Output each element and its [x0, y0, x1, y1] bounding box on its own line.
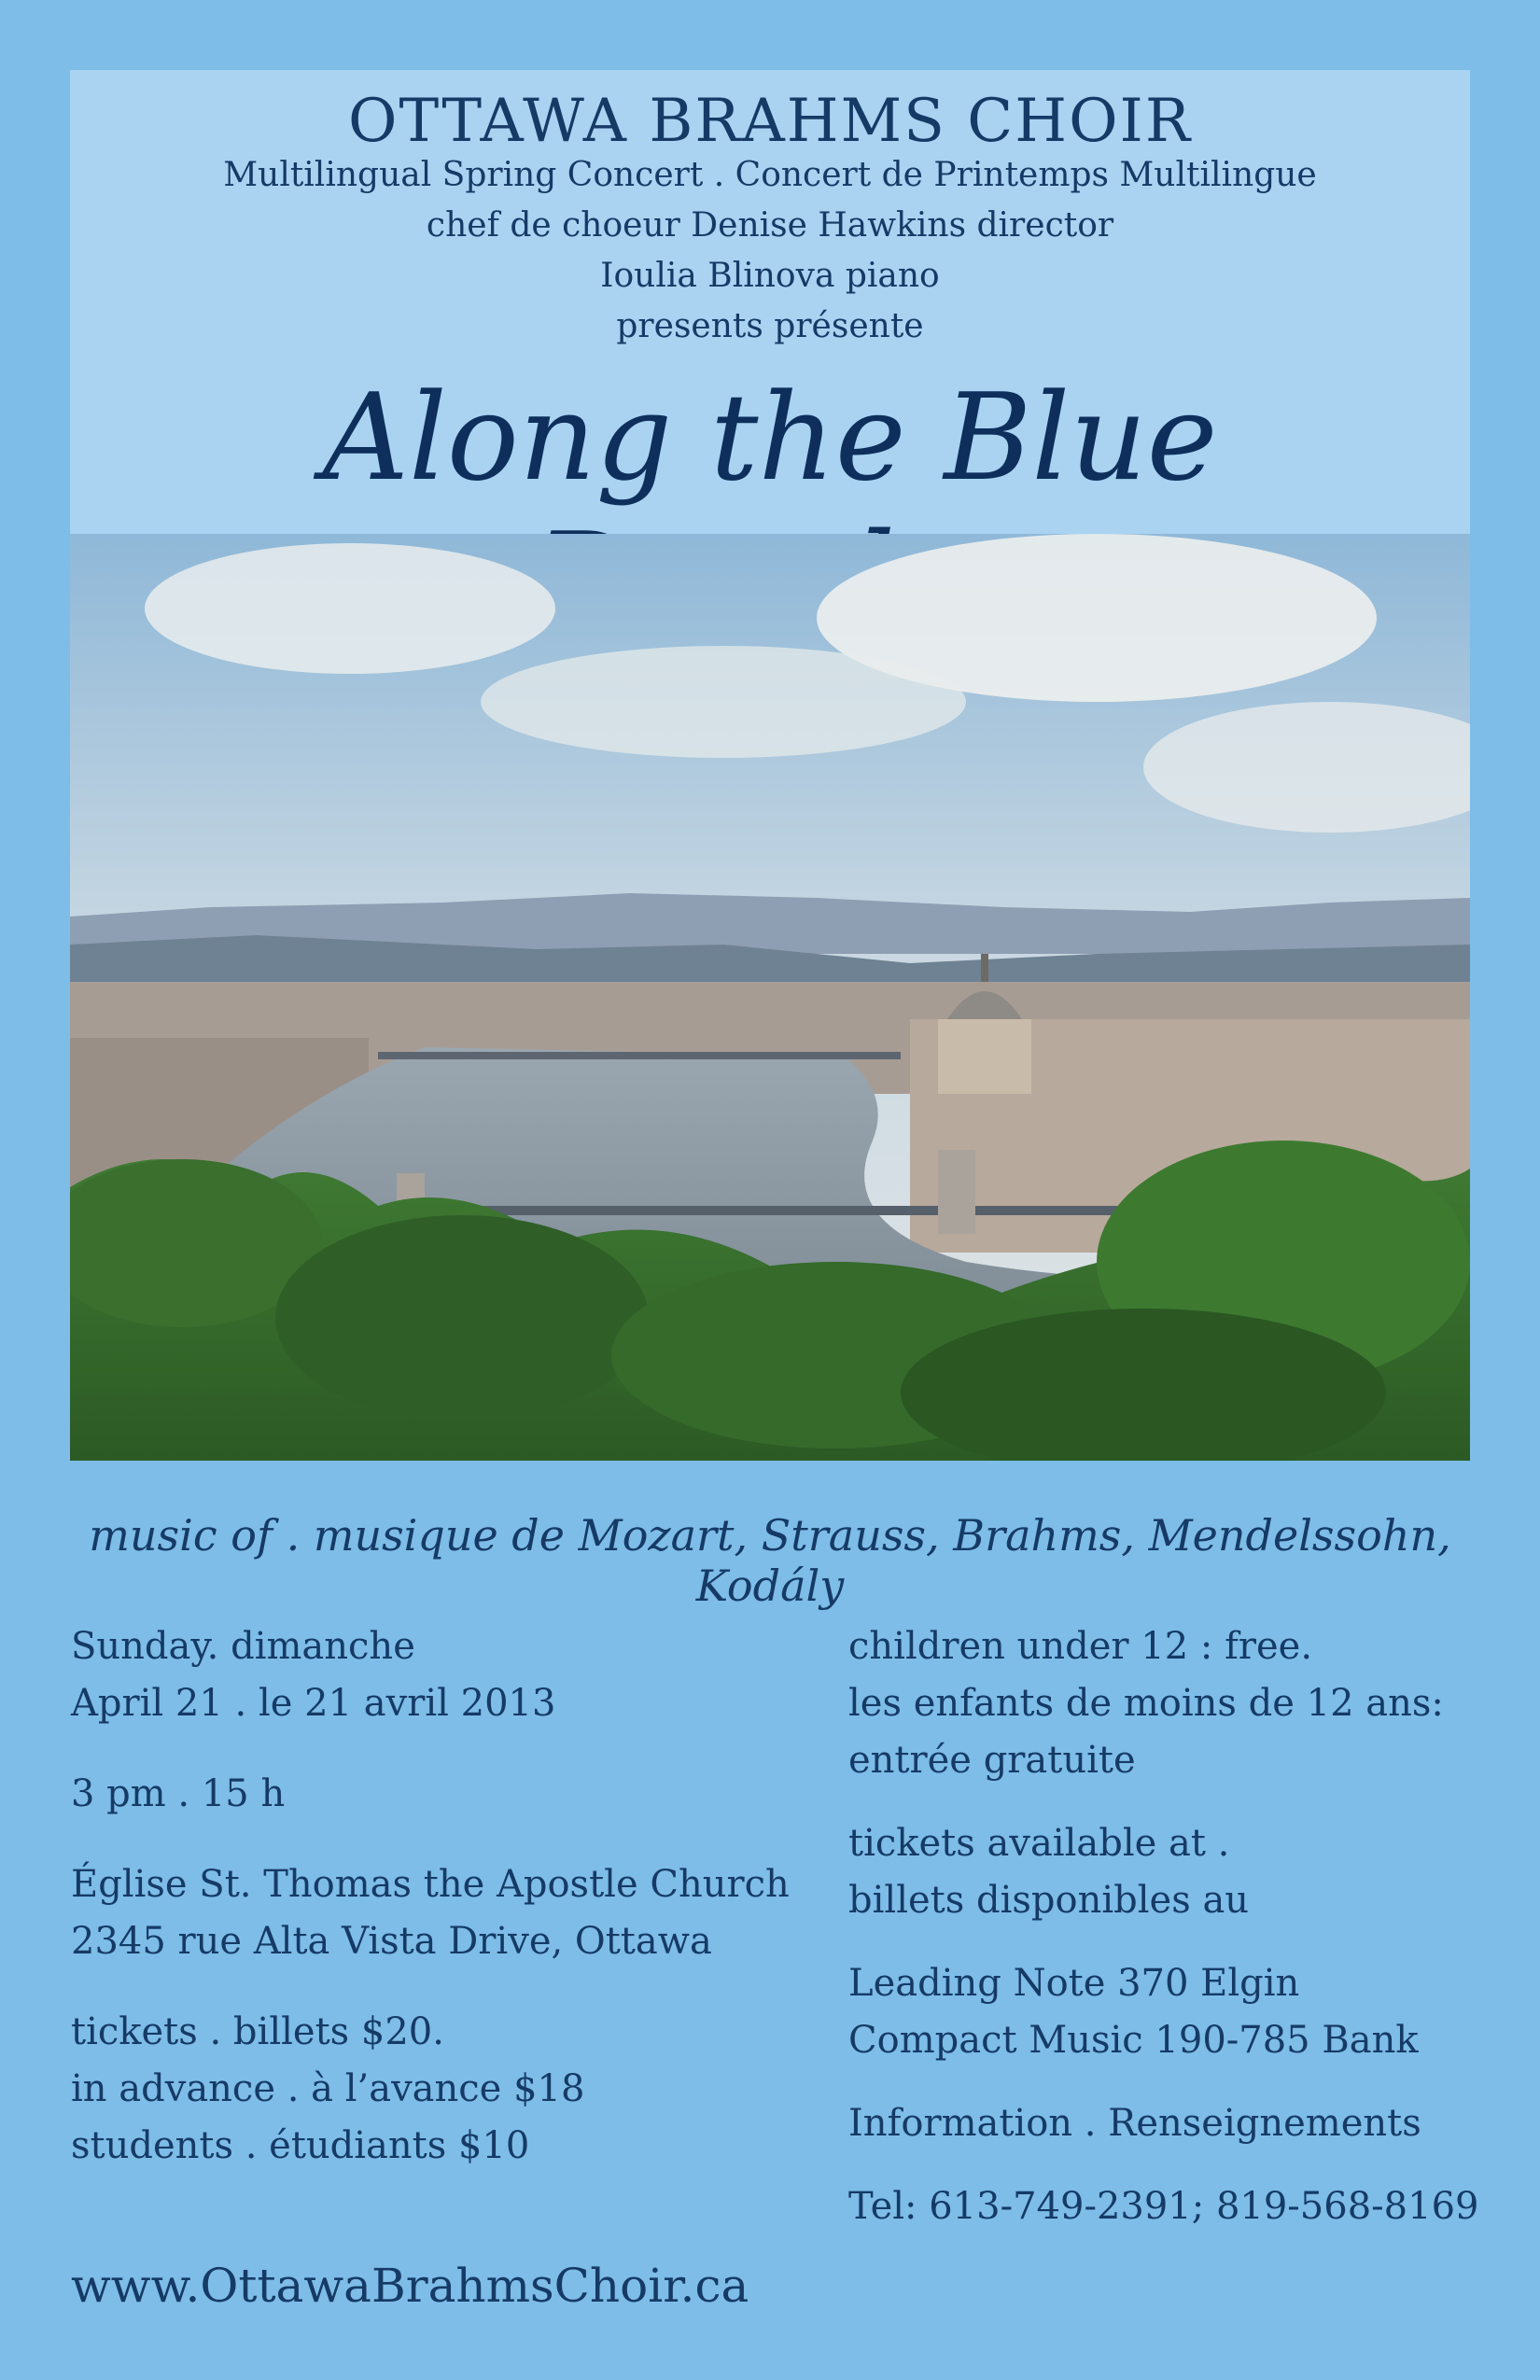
ticket-info: [848, 1618, 1520, 2235]
director-line: chef de choeur Denise Hawkins director: [426, 206, 1114, 245]
piano-line: Ioulia Blinova piano: [600, 257, 940, 295]
composers-line: music of . musique de Mozart, Strauss, Brahms, Mendelssohn, Kodály: [89, 1510, 1451, 1611]
children-free-fr: les enfants de moins de 12 ans:: [848, 1682, 1444, 1725]
concert-title: Along the Blue: [322, 369, 1218, 508]
venue-address: 2345 rue Alta Vista Drive, Ottawa: [71, 1920, 712, 1963]
concert-subtitle: Multilingual Spring Concert . Concert de Printemps Multilingue: [223, 156, 1317, 194]
event-details: [71, 1618, 818, 2175]
header-panel: [70, 70, 1470, 534]
event-date: April 21 . le 21 avril 2013: [71, 1682, 556, 1725]
tickets-available-fr: billets disponibles au: [848, 1879, 1250, 1922]
choir-name: OTTAWA BRAHMS CHOIR: [348, 87, 1192, 156]
telephone: Tel: 613-749-2391; 819-568-8169: [848, 2185, 1479, 2228]
website-link[interactable]: www.OttawaBrahmsChoir.ca: [71, 2259, 749, 2313]
presents-line: presents présente: [616, 307, 924, 345]
store-compact-music: Compact Music 190-785 Bank: [848, 2019, 1419, 2062]
children-free: children under 12 : free.: [848, 1625, 1313, 1668]
event-day: Sunday. dimanche: [71, 1625, 415, 1668]
store-leading-note: Leading Note 370 Elgin: [848, 1962, 1300, 2005]
budapest-panorama-image: [70, 534, 1470, 1461]
danube-photo: [70, 534, 1470, 1461]
student-price: students . étudiants $10: [71, 2124, 530, 2167]
children-free-fr-2: entrée gratuite: [848, 1739, 1136, 1782]
advance-price: in advance . à l’avance $18: [71, 2067, 585, 2110]
venue-name: Église St. Thomas the Apostle Church: [71, 1863, 790, 1906]
information-label: Information . Renseignements: [848, 2102, 1421, 2145]
tickets-available: tickets available at .: [848, 1822, 1230, 1865]
ticket-price: tickets . billets $20.: [71, 2010, 444, 2053]
event-time: 3 pm . 15 h: [71, 1772, 286, 1815]
